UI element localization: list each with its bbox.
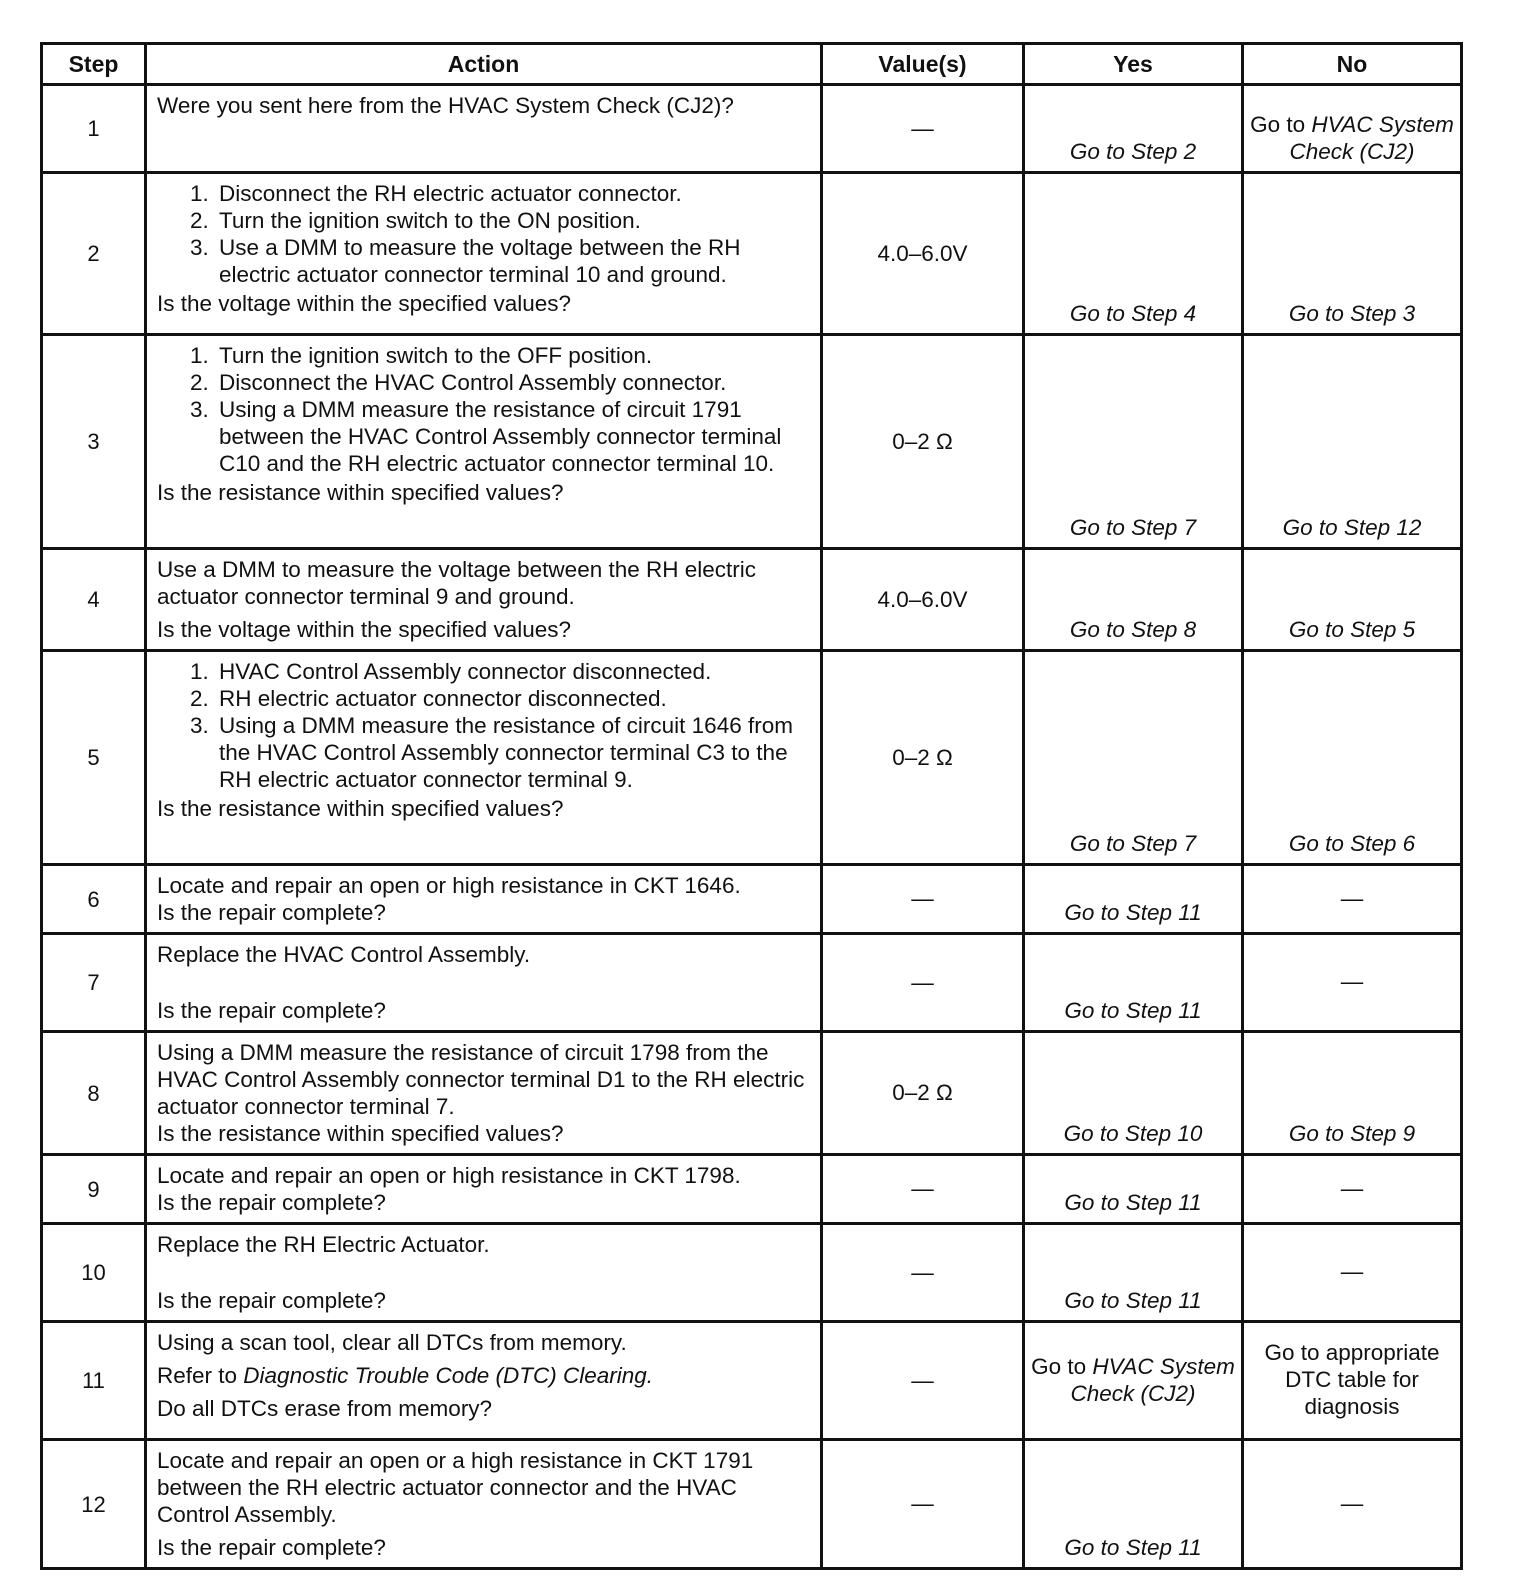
no-cell: — xyxy=(1243,1440,1462,1569)
header-value: Value(s) xyxy=(822,44,1024,85)
step-number: 4 xyxy=(42,549,146,651)
action-question: Is the voltage within the specified values? xyxy=(157,617,571,642)
step-number: 8 xyxy=(42,1032,146,1155)
step-number: 6 xyxy=(42,865,146,934)
no-link-text: HVAC System Check (CJ2) xyxy=(1289,112,1454,164)
yes-cell: Go to Step 4 xyxy=(1024,173,1243,335)
action-cell xyxy=(146,934,822,1032)
action-question: Do all DTCs erase from memory? xyxy=(157,1396,493,1421)
action-list xyxy=(157,180,812,288)
table-row xyxy=(42,1032,1462,1155)
yes-cell: Go to Step 11 xyxy=(1024,865,1243,934)
action-list xyxy=(157,342,812,477)
action-question: Is the repair complete? xyxy=(157,1535,386,1560)
reference-prefix: Refer to xyxy=(157,1363,244,1388)
action-text: Locate and repair an open or high resistance in CKT 1798. xyxy=(157,1163,741,1188)
step-number: 5 xyxy=(42,651,146,865)
table-row xyxy=(42,934,1462,1032)
step-number: 10 xyxy=(42,1224,146,1322)
action-list-item: 3. Using a DMM measure the resistance of circuit 1791 between the HVAC Control Assembly connector terminal C10 and the RH electric actuator connector terminal 10. xyxy=(215,396,812,477)
value-cell: — xyxy=(822,1224,1024,1322)
yes-cell: Go to Step 7 xyxy=(1024,335,1243,549)
table-row xyxy=(42,865,1462,934)
value-cell: — xyxy=(822,1440,1024,1569)
header-action: Action xyxy=(146,44,822,85)
action-cell xyxy=(146,85,822,173)
action-cell xyxy=(146,1322,822,1440)
action-cell xyxy=(146,173,822,335)
value-cell: — xyxy=(822,1322,1024,1440)
action-text: Using a scan tool, clear all DTCs from memory. xyxy=(157,1330,627,1355)
no-cell: — xyxy=(1243,1224,1462,1322)
header-step: Step xyxy=(42,44,146,85)
no-cell: Go to Step 12 xyxy=(1243,335,1462,549)
action-text: Using a DMM measure the resistance of circuit 1798 from the HVAC Control Assembly connector terminal D1 to the RH electric actuator connector terminal 7. xyxy=(157,1040,805,1119)
no-cell: Go to Step 3 xyxy=(1243,173,1462,335)
action-cell xyxy=(146,549,822,651)
action-cell xyxy=(146,1155,822,1224)
yes-prefix: Go to xyxy=(1031,1353,1093,1379)
step-number: 11 xyxy=(42,1322,146,1440)
value-cell: 0–2 Ω xyxy=(822,335,1024,549)
yes-cell: Go to Step 11 xyxy=(1024,1155,1243,1224)
action-cell xyxy=(146,865,822,934)
action-cell xyxy=(146,335,822,549)
value-cell: 4.0–6.0V xyxy=(822,173,1024,335)
header-no: No xyxy=(1243,44,1462,85)
action-list xyxy=(157,658,812,793)
action-text: Locate and repair an open or a high resistance in CKT 1791 between the RH electric actuator connector and the HVAC Control Assembly. xyxy=(157,1448,754,1527)
yes-cell: Go to Step 2 xyxy=(1024,85,1243,173)
action-text: Use a DMM to measure the voltage between the RH electric actuator connector terminal 9 and ground. xyxy=(157,557,757,609)
no-cell: — xyxy=(1243,1155,1462,1224)
action-text: Locate and repair an open or high resistance in CKT 1646. xyxy=(157,873,741,898)
action-text: Replace the RH Electric Actuator. xyxy=(157,1232,490,1257)
action-cell xyxy=(146,1224,822,1322)
action-cell xyxy=(146,1440,822,1569)
yes-cell: Go to Step 11 xyxy=(1024,934,1243,1032)
table-row xyxy=(42,651,1462,865)
yes-cell: Go to Step 7 xyxy=(1024,651,1243,865)
step-number: 7 xyxy=(42,934,146,1032)
table-row xyxy=(42,1322,1462,1440)
reference-link-text: Diagnostic Trouble Code (DTC) Clearing. xyxy=(243,1363,654,1388)
no-cell: Go to appropriate DTC table for diagnosis xyxy=(1243,1322,1462,1440)
no-prefix: Go to xyxy=(1250,112,1312,137)
yes-cell: Go to Step 8 xyxy=(1024,549,1243,651)
table-row xyxy=(42,1224,1462,1322)
table-row xyxy=(42,85,1462,173)
no-cell: — xyxy=(1243,934,1462,1032)
action-list-item: 2. Turn the ignition switch to the ON position. xyxy=(215,207,812,234)
action-list-item: 3. Using a DMM measure the resistance of circuit 1646 from the HVAC Control Assembly connector terminal C3 to the RH electric actuator connector terminal 9. xyxy=(215,712,812,793)
action-list-item: 2. Disconnect the HVAC Control Assembly connector. xyxy=(215,369,812,396)
value-cell: 4.0–6.0V xyxy=(822,549,1024,651)
yes-cell: Go to Step 10 xyxy=(1024,1032,1243,1155)
diagnostic-table-page xyxy=(40,42,1460,1570)
action-list-item: 1. Disconnect the RH electric actuator connector. xyxy=(215,180,812,207)
value-cell: 0–2 Ω xyxy=(822,651,1024,865)
no-cell: Go to Step 6 xyxy=(1243,651,1462,865)
action-question: Is the resistance within specified values? xyxy=(157,796,564,821)
action-cell xyxy=(146,1032,822,1155)
action-cell xyxy=(146,651,822,865)
value-cell: — xyxy=(822,85,1024,173)
value-cell: 0–2 Ω xyxy=(822,1032,1024,1155)
table-row xyxy=(42,1440,1462,1569)
action-list-item: 3. Use a DMM to measure the voltage between the RH electric actuator connector terminal 10 and ground. xyxy=(215,234,812,288)
step-number: 1 xyxy=(42,85,146,173)
table-row xyxy=(42,173,1462,335)
action-question: Is the repair complete? xyxy=(157,900,386,925)
step-number: 3 xyxy=(42,335,146,549)
action-reference xyxy=(157,1362,812,1389)
action-question: Is the repair complete? xyxy=(157,998,386,1023)
action-question: Is the repair complete? xyxy=(157,1190,386,1215)
value-cell: — xyxy=(822,934,1024,1032)
yes-cell: Go to Step 11 xyxy=(1024,1440,1243,1569)
action-text: Replace the HVAC Control Assembly. xyxy=(157,942,531,967)
table-row xyxy=(42,335,1462,549)
action-text: Were you sent here from the HVAC System Check (CJ2)? xyxy=(157,93,734,118)
step-number: 12 xyxy=(42,1440,146,1569)
action-question: Is the resistance within specified values? xyxy=(157,1121,564,1146)
table-row xyxy=(42,549,1462,651)
no-cell: — xyxy=(1243,865,1462,934)
no-cell: Go to Step 5 xyxy=(1243,549,1462,651)
action-list-item: 1. HVAC Control Assembly connector disconnected. xyxy=(215,658,812,685)
action-list-item: 1. Turn the ignition switch to the OFF position. xyxy=(215,342,812,369)
yes-cell xyxy=(1024,1322,1243,1440)
diagnostic-steps-table xyxy=(40,42,1463,1570)
header-yes: Yes xyxy=(1024,44,1243,85)
yes-link-text: HVAC System Check (CJ2) xyxy=(1070,1353,1235,1406)
step-number: 9 xyxy=(42,1155,146,1224)
step-number: 2 xyxy=(42,173,146,335)
action-question: Is the resistance within specified values? xyxy=(157,480,564,505)
value-cell: — xyxy=(822,1155,1024,1224)
no-cell xyxy=(1243,85,1462,173)
no-cell: Go to Step 9 xyxy=(1243,1032,1462,1155)
action-question: Is the voltage within the specified values? xyxy=(157,291,571,316)
action-question: Is the repair complete? xyxy=(157,1288,386,1313)
table-header-row xyxy=(42,44,1462,85)
table-row xyxy=(42,1155,1462,1224)
yes-cell: Go to Step 11 xyxy=(1024,1224,1243,1322)
value-cell: — xyxy=(822,865,1024,934)
action-list-item: 2. RH electric actuator connector disconnected. xyxy=(215,685,812,712)
